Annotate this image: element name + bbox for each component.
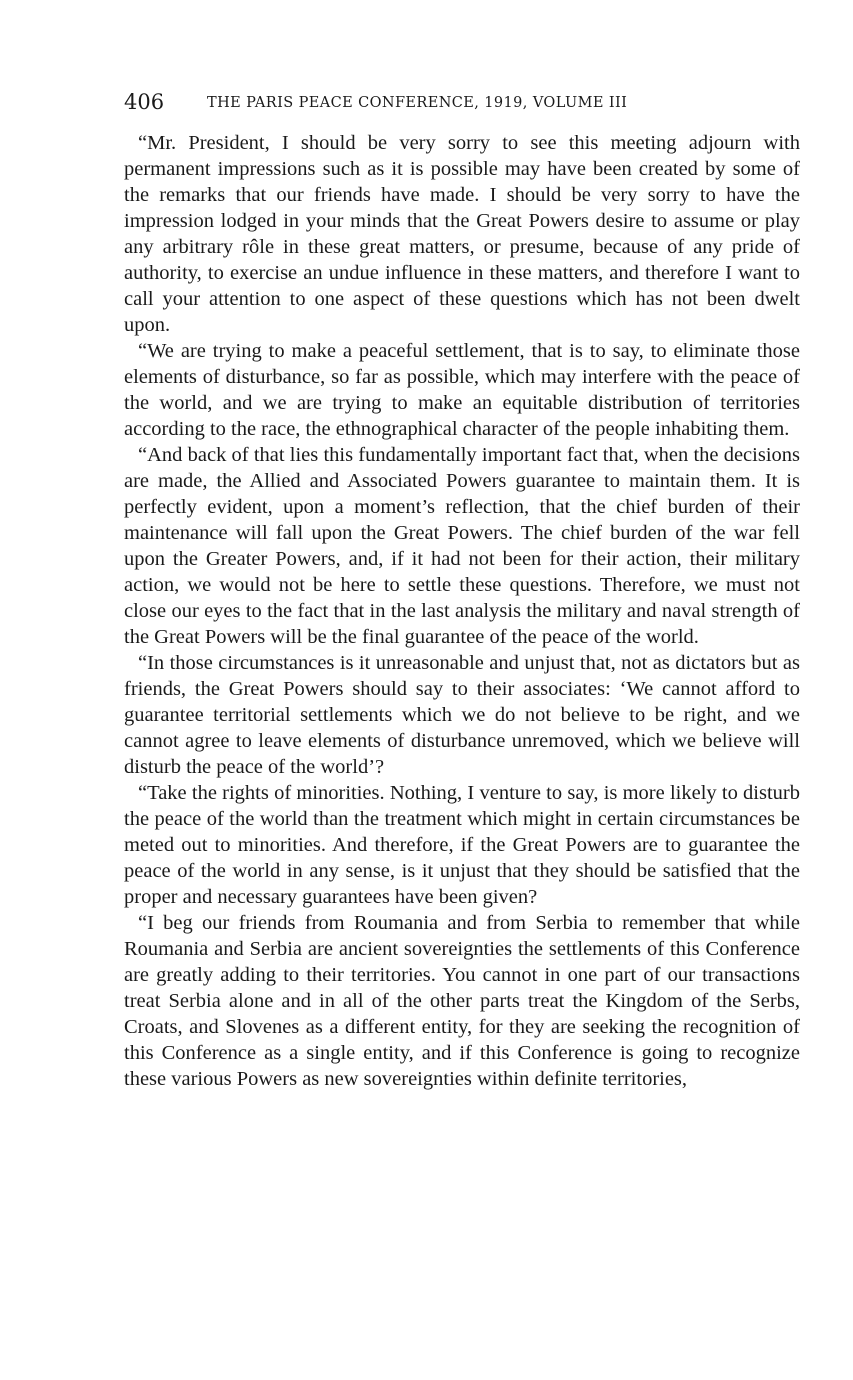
page-number: 406 — [124, 90, 165, 114]
paragraph: “In those circumstances is it unreasonable and unjust that, not as dictators but as friends, the Great Powers should say to their associates: ‘We cannot afford to guarantee territorial settlements which we do not believe to be right, and we cannot agree to leave elements of disturbance unremoved, which we believe will disturb the peace of the world’? — [124, 652, 800, 778]
paragraph: “We are trying to make a peaceful settlement, that is to say, to eliminate those elements of disturbance, so far as possible, which may interfere with the peace of the world, and we are trying to make an equitable distribution of territories according to the race, the ethnographical character of the people inhabiting them. — [124, 340, 800, 440]
paragraph: “Mr. President, I should be very sorry to see this meeting adjourn with permanent impressions such as it is possible may have been created by some of the remarks that our friends have made. I should be very sorry to have the impression lodged in your minds that the Great Powers desire to assume or play any arbitrary rôle in these great matters, or presume, because of any pride of authority, to exercise an undue influence in these matters, and therefore I want to call your attention to one aspect of these questions which has not been dwelt upon. — [124, 132, 800, 336]
paragraph: “I beg our friends from Roumania and from Serbia to remember that while Roumania and Serbia are ancient sovereignties the settlements of this Conference are greatly adding to their territories. You cannot in one part of our transactions treat Serbia alone and in all of the other parts treat the Kingdom of the Serbs, Croats, and Slovenes as a different entity, for they are seeking the recognition of this Conference as a single entity, and if this Conference is going to recognize these various Powers as new sovereignties within definite territories, — [124, 912, 800, 1090]
paragraph: “And back of that lies this fundamentally important fact that, when the decisions are made, the Allied and Associated Powers guarantee to maintain them. It is perfectly evident, upon a moment’s reflection, that the chief burden of their maintenance will fall upon the Great Powers. The chief burden of the war fell upon the Greater Powers, and, if it had not been for their action, their military action, we would not be here to settle these questions. Therefore, we must not close our eyes to the fact that in the last analysis the military and naval strength of the Great Powers will be the final guarantee of the peace of the world. — [124, 444, 800, 648]
running-title: THE PARIS PEACE CONFERENCE, 1919, VOLUME III — [207, 95, 628, 111]
body-text — [124, 130, 800, 1092]
running-head — [124, 88, 800, 116]
paragraph: “Take the rights of minorities. Nothing, I venture to say, is more likely to disturb the peace of the world than the treatment which might in certain circumstances be meted out to minorities. And therefore, if the Great Powers are to guarantee the peace of the world in any sense, is it unjust that they should be satisfied that the proper and necessary guarantees have been given? — [124, 782, 800, 908]
